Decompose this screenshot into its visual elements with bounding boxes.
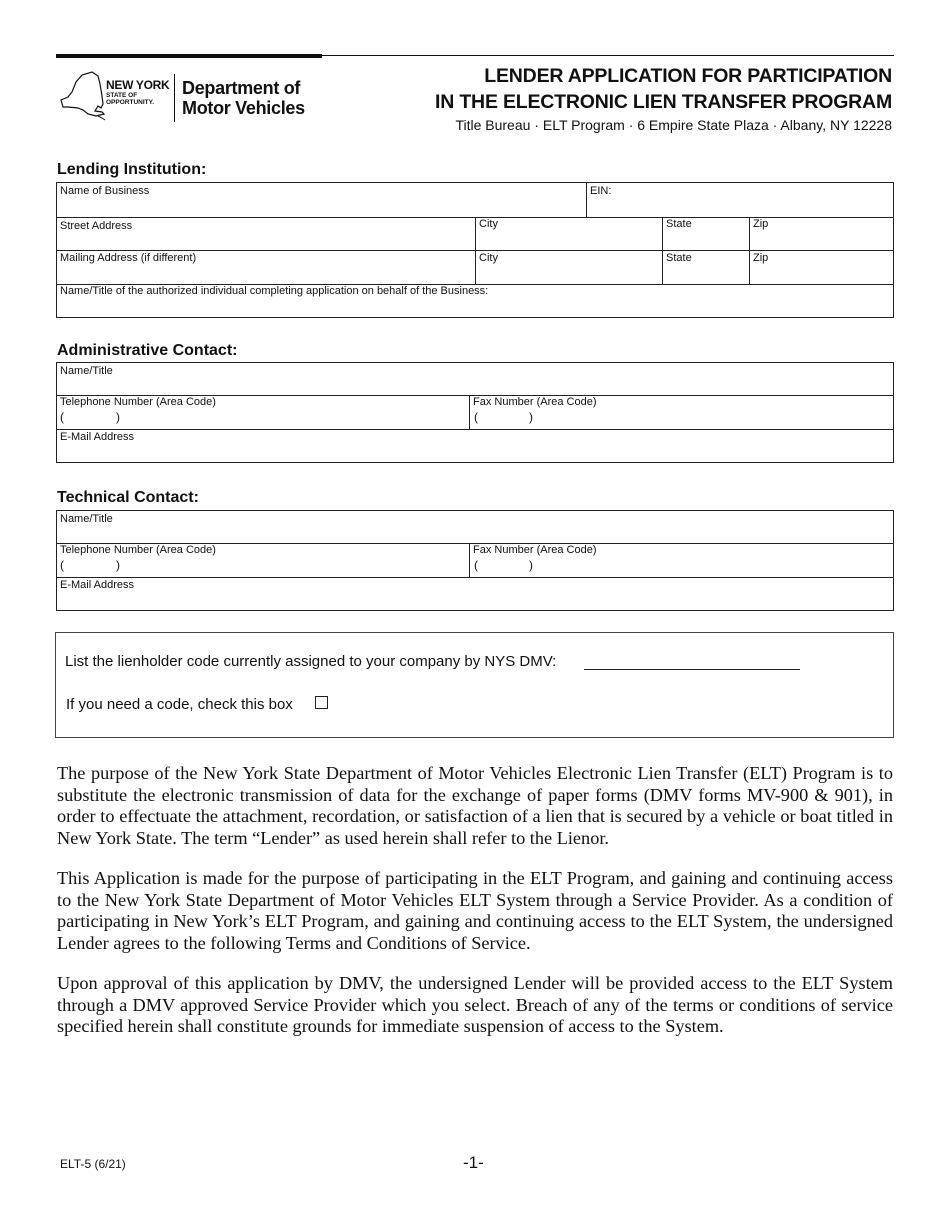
name-of-business-label: Name of Business: [60, 185, 150, 197]
tech-fax-area-open: (: [474, 558, 478, 572]
application-paragraph: This Application is made for the purpose of participating in the ELT Program, and gaining and continuing access to the New York State Department of Motor Vehicles ELT System through a Service Provider. As a condition of participating in New York’s ELT Program, and gaining and continuing access to the ELT System, the undersigned Lender agrees to the following Terms and Conditions of Service.: [57, 868, 893, 953]
admin-name-title-label: Name/Title: [60, 365, 113, 377]
mailing-city-label: City: [479, 252, 498, 264]
street-address-field[interactable]: [57, 218, 475, 250]
logo-department: Department of Motor Vehicles: [182, 78, 305, 118]
state-field[interactable]: [663, 216, 749, 248]
header-rule-thick: [56, 54, 322, 58]
tech-fax-label: Fax Number (Area Code): [473, 544, 597, 556]
admin-fax-field[interactable]: [470, 394, 893, 428]
approval-paragraph: Upon approval of this application by DMV, the undersigned Lender will be provided access to the ELT System through a DMV approved Service Provider which you select. Breach of any of the terms or conditions of service specified herein shall constitute grounds for immediate suspension of access to the System.: [57, 973, 893, 1036]
new-york-state-map-icon: [58, 70, 106, 124]
street-address-label: Street Address: [60, 220, 133, 232]
purpose-paragraph: The purpose of the New York State Department of Motor Vehicles Electronic Lien Transfer (ELT) Program is to substitute the electronic transmission of data for the exchange of paper forms (DMV forms MV-900 & 901), in order to effectuate the attachment, recordation, or satisfaction of a lien that is secured by a vehicle or boat titled in New York State. The term “Lender” as used herein shall refer to the Lienor.: [57, 763, 893, 848]
tech-telephone-area-close: ): [116, 558, 120, 572]
admin-telephone-label: Telephone Number (Area Code): [60, 396, 216, 408]
admin-name-title-field[interactable]: [57, 363, 893, 395]
admin-fax-area-close: ): [529, 410, 533, 424]
tech-fax-field[interactable]: [470, 542, 893, 576]
admin-fax-label: Fax Number (Area Code): [473, 396, 597, 408]
mailing-state-label: State: [666, 252, 692, 264]
need-code-label: If you need a code, check this box: [66, 696, 293, 713]
form-title-line1: LENDER APPLICATION FOR PARTICIPATION: [484, 65, 892, 87]
zip-field[interactable]: [750, 216, 893, 248]
header-rule-thin: [322, 55, 894, 56]
mailing-city-field[interactable]: [476, 250, 662, 284]
technical-contact-heading: Technical Contact:: [57, 489, 199, 506]
tech-fax-area-close: ): [529, 558, 533, 572]
name-of-business-field[interactable]: [57, 183, 586, 217]
mailing-state-field[interactable]: [663, 250, 749, 284]
bureau-address: Title Bureau · ELT Program · 6 Empire State Plaza · Albany, NY 12228: [455, 117, 892, 133]
authorized-individual-label: Name/Title of the authorized individual completing application on behalf of the Business:: [60, 285, 489, 297]
form-title: [435, 63, 892, 115]
mailing-address-label: Mailing Address (if different): [60, 252, 197, 264]
authorized-individual-field[interactable]: [57, 283, 893, 317]
tech-telephone-area-open: (: [60, 558, 64, 572]
form-title-line2: IN THE ELECTRONIC LIEN TRANSFER PROGRAM: [435, 91, 892, 113]
city-field[interactable]: [476, 216, 662, 248]
administrative-contact-heading: Administrative Contact:: [57, 342, 238, 359]
mailing-zip-label: Zip: [753, 252, 769, 264]
state-label: State: [666, 218, 692, 230]
admin-email-field[interactable]: [57, 429, 893, 462]
admin-email-label: E-Mail Address: [60, 431, 134, 443]
nys-dmv-logo: [58, 70, 318, 126]
lending-institution-table: [56, 182, 894, 318]
city-label: City: [479, 218, 498, 230]
zip-label: Zip: [753, 218, 769, 230]
need-code-checkbox[interactable]: [315, 696, 328, 709]
logo-divider: [174, 74, 175, 122]
mailing-address-field[interactable]: [57, 250, 475, 284]
tech-telephone-label: Telephone Number (Area Code): [60, 544, 216, 556]
ein-field[interactable]: [587, 183, 893, 217]
tech-name-title-field[interactable]: [57, 511, 893, 543]
lienholder-code-input-line[interactable]: [584, 669, 800, 670]
logo-new-york: NEW YORK: [106, 78, 170, 92]
tech-name-title-label: Name/Title: [60, 513, 113, 525]
admin-telephone-area-open: (: [60, 410, 64, 424]
tech-email-label: E-Mail Address: [60, 579, 134, 591]
tech-email-field[interactable]: [57, 577, 893, 610]
ein-label: EIN:: [590, 185, 612, 197]
administrative-contact-table: [56, 362, 894, 463]
lending-institution-heading: Lending Institution:: [57, 161, 207, 178]
technical-contact-table: [56, 510, 894, 611]
lienholder-code-box: [55, 632, 894, 738]
admin-fax-area-open: (: [474, 410, 478, 424]
mailing-zip-field[interactable]: [750, 250, 893, 284]
admin-telephone-area-close: ): [116, 410, 120, 424]
logo-state-of-opportunity: STATE OF OPPORTUNITY.: [106, 92, 155, 106]
page-number: -1-: [463, 1153, 484, 1172]
form-code: ELT-5 (6/21): [60, 1157, 126, 1171]
lienholder-code-question: List the lienholder code currently assigned to your company by NYS DMV:: [65, 653, 557, 670]
